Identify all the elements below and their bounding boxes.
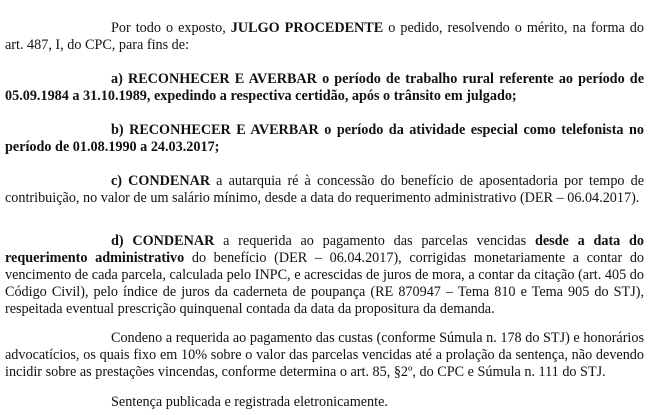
intro-text-end: o pedido, resolvendo o mérito, na forma do art. 487, I, do CPC, para fins de: [5,20,644,53]
item-b-text: b) RECONHECER E AVERBAR o período da atividade especial como telefonista no período de 01.08.1990 a 24.03.2017; [5,122,644,155]
paragraph-item-b [5,122,644,156]
paragraph-intro [5,20,644,54]
closing-text: Sentença publicada e registrada eletronicamente. [111,394,388,410]
intro-verdict: JULGO PROCEDENTE [230,20,384,36]
item-d-emphasis: desde a data do requerimento administrativo [5,233,645,266]
intro-text-start: Por todo o exposto, [111,20,231,36]
item-c-text: a autarquia ré à concessão do benefício de aposentadoria por tempo de contribuição, no valor de um salário mínimo, desde a data do requerimento administrativo (DER – 06.04.2017). [5,173,644,206]
item-d-text-2: do benefício (DER – 06.04.2017), corrigidas monetariamente a contar do vencimento de cada parcela, calculada pelo INPC, e acrescidas de juros de mora, a contar da citação (art. 405 do Código Civil), pelo índice de juros da caderneta de poupança (RE 870947 – Tema 810 e Tema 905 do STJ), respeitada eventual prescrição quinquenal contada da data da propositura da demanda. [5,250,645,317]
paragraph-item-c [5,173,644,207]
item-c-heading: c) CONDENAR [111,173,211,189]
paragraph-item-a [5,71,644,105]
item-d-heading: d) CONDENAR [111,233,215,249]
paragraph-costs [5,330,644,381]
item-d-text-1: a requerida ao pagamento das parcelas vencidas [214,233,535,249]
paragraph-closing [5,394,644,411]
paragraph-item-d [5,233,644,318]
item-a-text: a) RECONHECER E AVERBAR o período de trabalho rural referente ao período de 05.09.1984 a 31.10.1989, expedindo a respectiva certidão, após o trânsito em julgado; [5,71,644,104]
costs-text: Condeno a requerida ao pagamento das custas (conforme Súmula n. 178 do STJ) e honorários advocatícios, os quais fixo em 10% sobre o valor das parcelas vencidas até a prolação da sentença, não devendo incidir sobre as prestações vincendas, conforme determina o art. 85, §2º, do CPC e Súmula n. 111 do STJ. [5,330,644,380]
